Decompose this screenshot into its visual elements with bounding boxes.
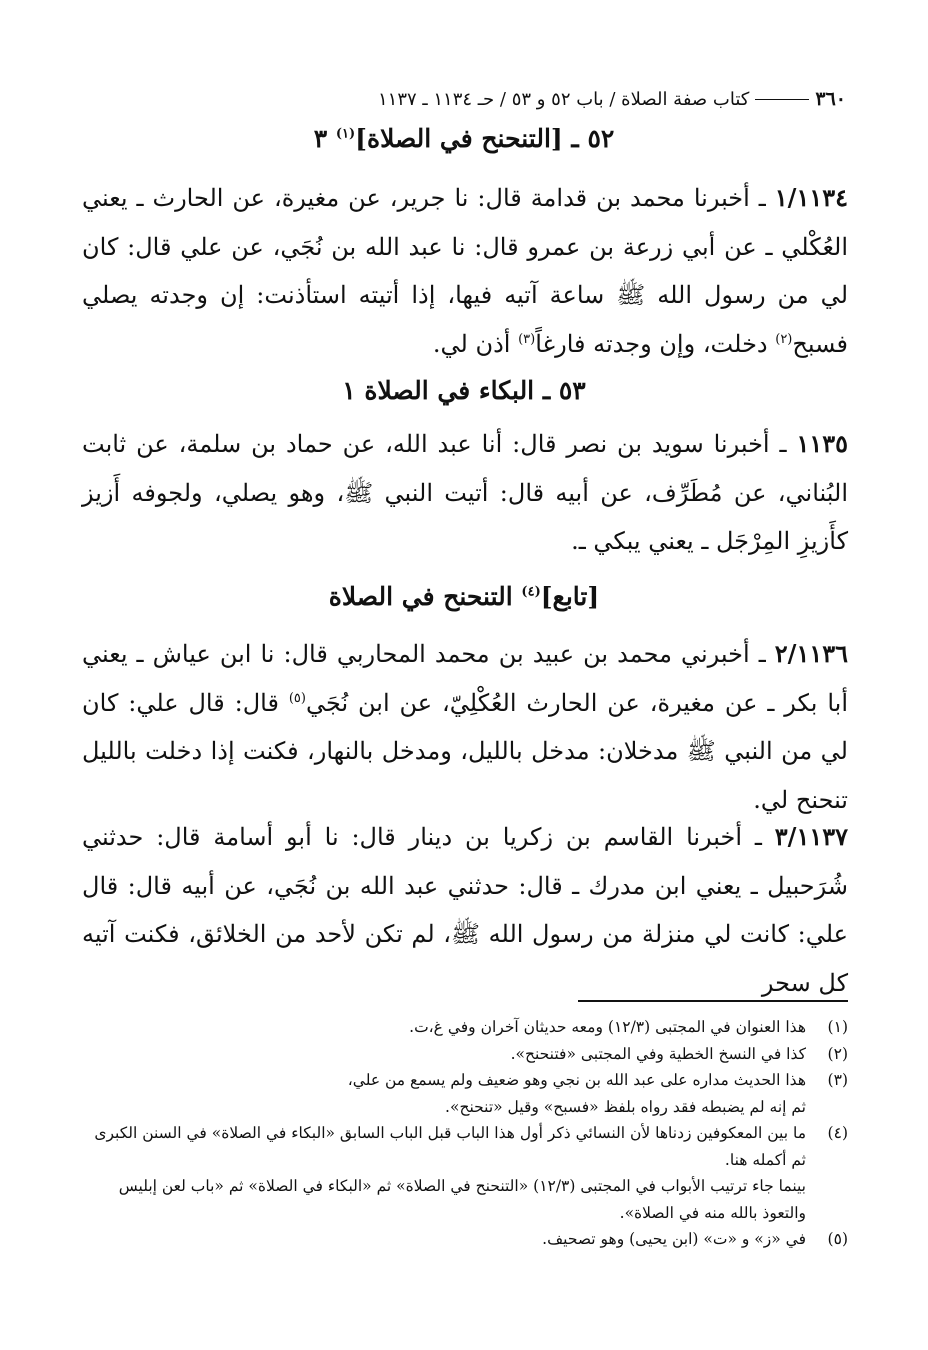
footnote-text: هذا الحديث مداره على عبد الله بن نجي وهو ضعيف ولم يسمع من علي، — [347, 1071, 806, 1089]
section-53-title: ٥٣ ـ البكاء في الصلاة ١ — [342, 376, 586, 405]
hadith-1137 — [82, 813, 848, 1007]
footnote-ref-4: (٤) — [521, 584, 541, 600]
footnote-number: (٤) — [827, 1124, 848, 1142]
footnote-ref-3: (٣) — [518, 331, 536, 347]
running-header — [88, 84, 846, 114]
footnote-separator — [578, 1000, 848, 1002]
running-title: كتاب صفة الصلاة / باب ٥٢ و ٥٣ / حـ ١١٣٤ ـ ١١٣٧ — [377, 88, 750, 110]
hadith-text: أذن لي. — [432, 329, 519, 358]
footnote-text: في «ز» و «ت» (ابن يحيى) وهو تصحيف. — [542, 1230, 806, 1248]
hadith-text: قال: قال علي: كان لي من النبي ﷺ مدخلان: مدخل بالليل، ومدخل بالنهار، فكنت إذا دخلت بالليل تنحنح لي. — [82, 688, 848, 814]
footnote-3 — [80, 1067, 848, 1094]
hadith-text: ـ أخبرنا محمد بن قدامة قال: نا جرير، عن مغيرة، عن الحارث ـ يعني العُكْلي ـ عن أبي زرعة بن عمرو قال: نا عبد الله بن نُجَي، عن علي قال: كان لي من رسول الله ﷺ ساعة آتيه فيها، إذا أتيته استأذنت: إن وجدته يصلي فسبح — [82, 184, 849, 358]
section-53-heading — [80, 376, 848, 405]
tabi-heading — [80, 582, 848, 611]
header-rule — [755, 99, 809, 100]
hadith-text: ـ أخبرني محمد بن عبيد بن محمد المحاربي قال: نا ابن عياش ـ يعني أبا بكر ـ عن مغيرة، عن الحارث العُكْلِيّ، عن ابن نُجَي — [82, 640, 848, 717]
section-52-suffix: ٣ — [313, 124, 328, 153]
section-52-heading — [80, 124, 848, 153]
tabi-label: [تابع] — [540, 582, 600, 611]
footnote-ref-5: (٥) — [288, 690, 306, 706]
hadith-number: ١١٣٥ — [796, 429, 848, 458]
hadith-number: ٣/١١٣٧ — [774, 822, 848, 851]
section-52-title: ٥٢ ـ [التنحنح في الصلاة] — [355, 124, 615, 153]
footnote-text: كذا في النسخ الخطية وفي المجتبى «فتنحنح». — [510, 1044, 806, 1063]
footnote-number: (٢) — [827, 1044, 848, 1063]
hadith-number: ٢/١١٣٦ — [774, 639, 848, 668]
hadith-1136 — [82, 630, 848, 824]
footnotes — [80, 1014, 848, 1253]
footnote-text: هذا العنوان في المجتبى (١٢/٣) ومعه حديثان آخران وفي غ،ت. — [409, 1018, 806, 1036]
footnote-2 — [80, 1041, 848, 1068]
footnote-text: ما بين المعكوفين زدناها لأن النسائي ذكر أول هذا الباب قبل الباب السابق «البكاء في الصلاة» في السنن الكبرى ثم أكمله هنا. — [94, 1124, 806, 1169]
tabi-title: التنحنح في الصلاة — [328, 582, 522, 611]
page-number: ٣٦٠ — [815, 88, 846, 110]
footnote-number: (١) — [827, 1018, 848, 1036]
footnote-1 — [80, 1014, 848, 1041]
hadith-text: ـ أخبرنا القاسم بن زكريا بن دينار قال: نا أبو أسامة قال: حدثني شُرَحبيل ـ يعني ابن مدرك ـ قال: حدثني عبد الله بن نُجَي، عن أبيه قال: قال علي: كانت لي منزلة من رسول الله ﷺ، لم تكن لأحد من الخلائق، فكنت آتيه كل سحر — [82, 823, 848, 997]
footnote-4-continuation: بينما جاء ترتيب الأبواب في المجتبى (١٢/٣) «التنحنح في الصلاة» ثم «البكاء في الصلاة» ثم «باب لعن إبليس والتعوذ بالله منه في الصلاة». — [118, 1177, 806, 1222]
hadith-text: ـ أخبرنا سويد بن نصر قال: أنا عبد الله، عن حماد بن سلمة، عن ثابت البُناني، عن مُطَرِّف، عن أبيه قال: أتيت النبي ﷺ، وهو يصلي، ولجوفه أَزيز كأَزيزِ المِرْجَل ـ يعني يبكي ـ. — [82, 430, 848, 555]
footnote-3-continuation: ثم إنه لم يضبطه فقد رواه بلفظ «فسبح» وقيل «تنحنح». — [445, 1097, 806, 1116]
hadith-1135 — [82, 420, 848, 566]
hadith-number: ١/١١٣٤ — [774, 183, 848, 212]
footnote-ref-1: (١) — [335, 126, 356, 142]
footnote-number: (٣) — [827, 1071, 848, 1089]
footnote-ref-2: (٢) — [775, 331, 793, 347]
footnote-4 — [80, 1120, 848, 1173]
hadith-text: دخلت، وإن وجدته فارغاً — [535, 329, 776, 358]
footnote-5 — [80, 1226, 848, 1253]
hadith-1134 — [82, 174, 848, 368]
footnote-number: (٥) — [827, 1230, 848, 1248]
